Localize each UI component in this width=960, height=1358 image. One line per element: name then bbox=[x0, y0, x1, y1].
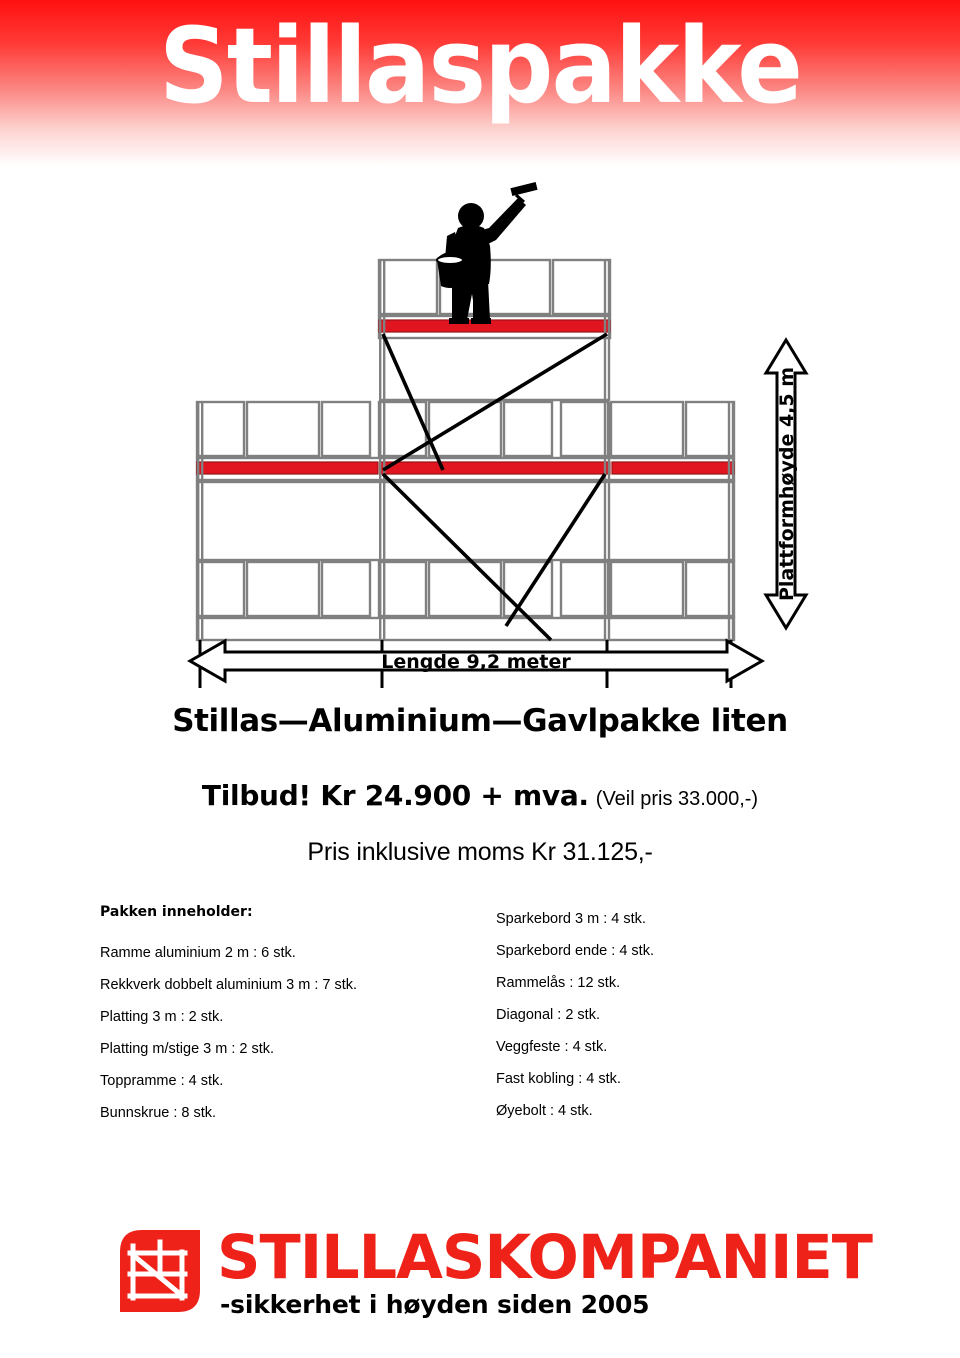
top-platform bbox=[379, 320, 610, 332]
list-item: Toppramme : 4 stk. bbox=[100, 1073, 224, 1089]
list-item: Platting 3 m : 2 stk. bbox=[100, 1009, 224, 1025]
list-item: Sparkebord 3 m : 4 stk. bbox=[496, 911, 646, 927]
lower-frame bbox=[197, 482, 734, 640]
list-item: Rekkverk dobbelt aluminium 3 m : 7 stk. bbox=[100, 977, 358, 993]
main-platform bbox=[197, 462, 734, 474]
list-item: Rammelås : 12 stk. bbox=[496, 975, 621, 991]
list-item: Diagonal : 2 stk. bbox=[496, 1007, 600, 1023]
length-dimension-label: Lengde 9,2 meter bbox=[381, 651, 571, 673]
list-item: Sparkebord ende : 4 stk. bbox=[496, 943, 654, 959]
contents-column-left bbox=[100, 937, 500, 1129]
product-title: Stillas—Aluminium—Gavlpakke liten bbox=[172, 703, 788, 739]
logo-tagline: -sikkerhet i høyden siden 2005 bbox=[220, 1290, 650, 1319]
page-title: Stillaspakke bbox=[158, 5, 802, 127]
offer-price: Tilbud! Kr 24.900 + mva. bbox=[201, 779, 589, 812]
offer-price-row bbox=[0, 779, 960, 812]
logo-wordmark: STILLASKOMPANIET bbox=[217, 1222, 872, 1293]
contents-heading: Pakken inneholder: bbox=[100, 904, 253, 920]
list-item: Platting m/stige 3 m : 2 stk. bbox=[100, 1041, 275, 1057]
price-including-vat: Pris inklusive moms Kr 31.125,- bbox=[307, 838, 653, 866]
company-logo bbox=[120, 1222, 872, 1328]
scaffolding-illustration bbox=[0, 168, 960, 688]
contents-column-right bbox=[496, 903, 856, 1127]
list-price: (Veil pris 33.000,-) bbox=[595, 788, 759, 810]
list-item: Øyebolt : 4 stk. bbox=[496, 1103, 593, 1119]
package-contents bbox=[100, 903, 860, 1193]
scaffold-logo-icon bbox=[120, 1230, 200, 1312]
list-item: Bunnskrue : 8 stk. bbox=[100, 1105, 217, 1121]
list-item: Ramme aluminium 2 m : 6 stk. bbox=[100, 945, 296, 961]
header-banner bbox=[0, 0, 960, 166]
height-dimension-label: Plattformhøyde 4,5 m bbox=[776, 366, 798, 602]
list-item: Veggfeste : 4 stk. bbox=[496, 1039, 608, 1055]
list-item: Fast kobling : 4 stk. bbox=[496, 1071, 621, 1087]
